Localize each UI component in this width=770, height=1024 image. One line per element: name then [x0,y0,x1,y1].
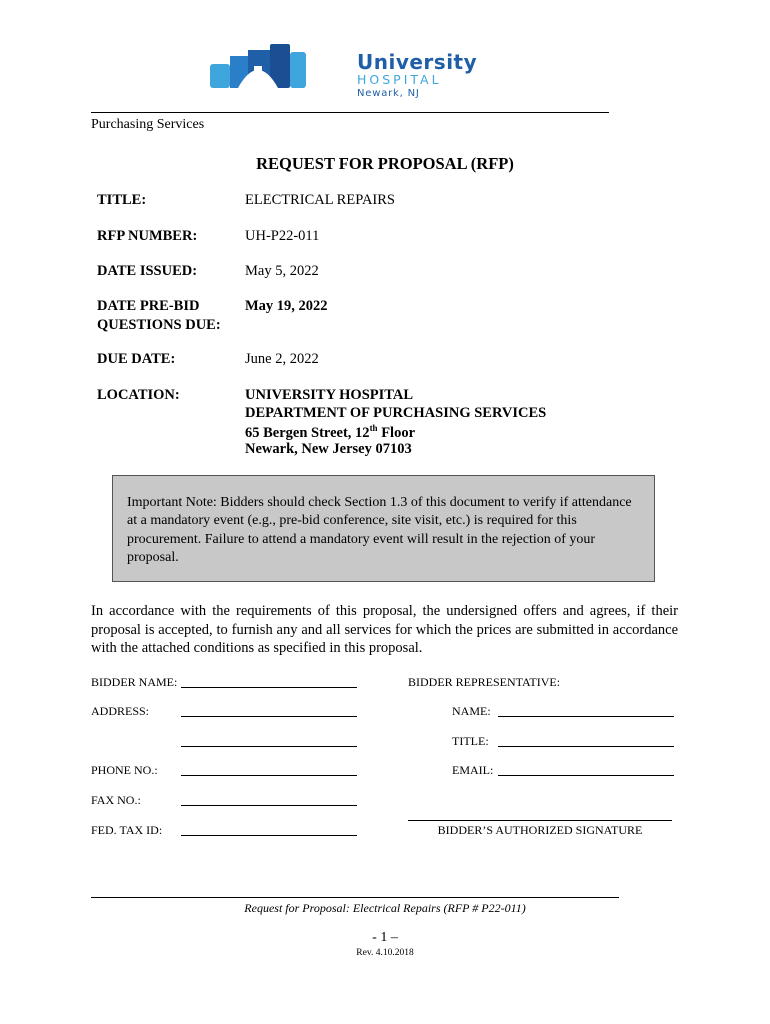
email-label: EMAIL: [452,763,494,777]
title-label: TITLE: [97,192,147,208]
representative-label: BIDDER REPRESENTATIVE: [408,675,561,689]
location-line3-post: Floor [377,424,416,441]
footer-rule [91,897,619,898]
logo-location: Newark, NJ [357,88,420,99]
due-date-label: DUE DATE: [97,351,176,367]
rep-title-line[interactable] [498,746,674,747]
fax-label: FAX NO.: [91,793,141,807]
due-date-value: June 2, 2022 [245,351,319,367]
rfp-number-value: UH-P22-011 [245,228,320,244]
logo-subtitle: HOSPITAL [357,72,442,87]
header-rule [91,112,609,113]
name-line[interactable] [498,716,674,717]
rfp-number-label: RFP NUMBER: [97,228,198,244]
tax-id-line[interactable] [181,835,357,836]
location-line2: DEPARTMENT OF PURCHASING SERVICES [245,405,547,421]
location-line3 [245,423,415,442]
location-line3-sup: th [369,423,378,433]
revision-label: Rev. 4.10.2018 [356,948,414,958]
page-title: REQUEST FOR PROPOSAL (RFP) [256,154,514,173]
address-line-2[interactable] [181,746,357,747]
location-line1: UNIVERSITY HOSPITAL [245,387,413,403]
phone-label: PHONE NO.: [91,763,158,777]
hospital-logo-mark-icon [208,42,318,90]
prebid-value: May 19, 2022 [245,298,328,314]
page-number: - 1 – [372,930,398,945]
important-note: Important Note: Bidders should check Section 1.3 of this document to verify if attendance at a mandatory event (e.g., pre-bid conference, site visit, etc.) is required for this procurement. Failure to attend a mandatory event will result in the rejection of your proposal. [112,475,655,582]
date-issued-label: DATE ISSUED: [97,263,198,279]
department-label: Purchasing Services [91,117,205,132]
bidder-name-label: BIDDER NAME: [91,675,178,689]
name-label: NAME: [452,704,491,718]
address-line-1[interactable] [181,716,357,717]
prebid-label-line1: DATE PRE-BID [97,298,200,314]
signature-line[interactable] [408,820,672,821]
phone-line[interactable] [181,775,357,776]
fax-line[interactable] [181,805,357,806]
signature-label: BIDDER’S AUTHORIZED SIGNATURE [437,823,643,837]
address-label: ADDRESS: [91,704,150,718]
rep-title-label: TITLE: [452,734,489,748]
bidder-name-line[interactable] [181,687,357,688]
tax-id-label: FED. TAX ID: [91,823,163,837]
location-label: LOCATION: [97,387,180,403]
prebid-label-line2: QUESTIONS DUE: [97,317,221,333]
location-line4: Newark, New Jersey 07103 [245,441,412,457]
date-issued-value: May 5, 2022 [245,263,319,279]
footer-title: Request for Proposal: Electrical Repairs (RFP # P22-011) [244,901,526,915]
email-line[interactable] [498,775,674,776]
location-line3-pre: 65 Bergen Street, 12 [245,424,370,441]
title-value: ELECTRICAL REPAIRS [245,192,395,208]
logo-wordmark: University [357,50,478,74]
agreement-paragraph: In accordance with the requirements of this proposal, the undersigned offers and agrees, if their proposal is accepted, to furnish any and all services for which the prices are submitted in accordance with the attached conditions as specified in this proposal. [91,603,678,656]
